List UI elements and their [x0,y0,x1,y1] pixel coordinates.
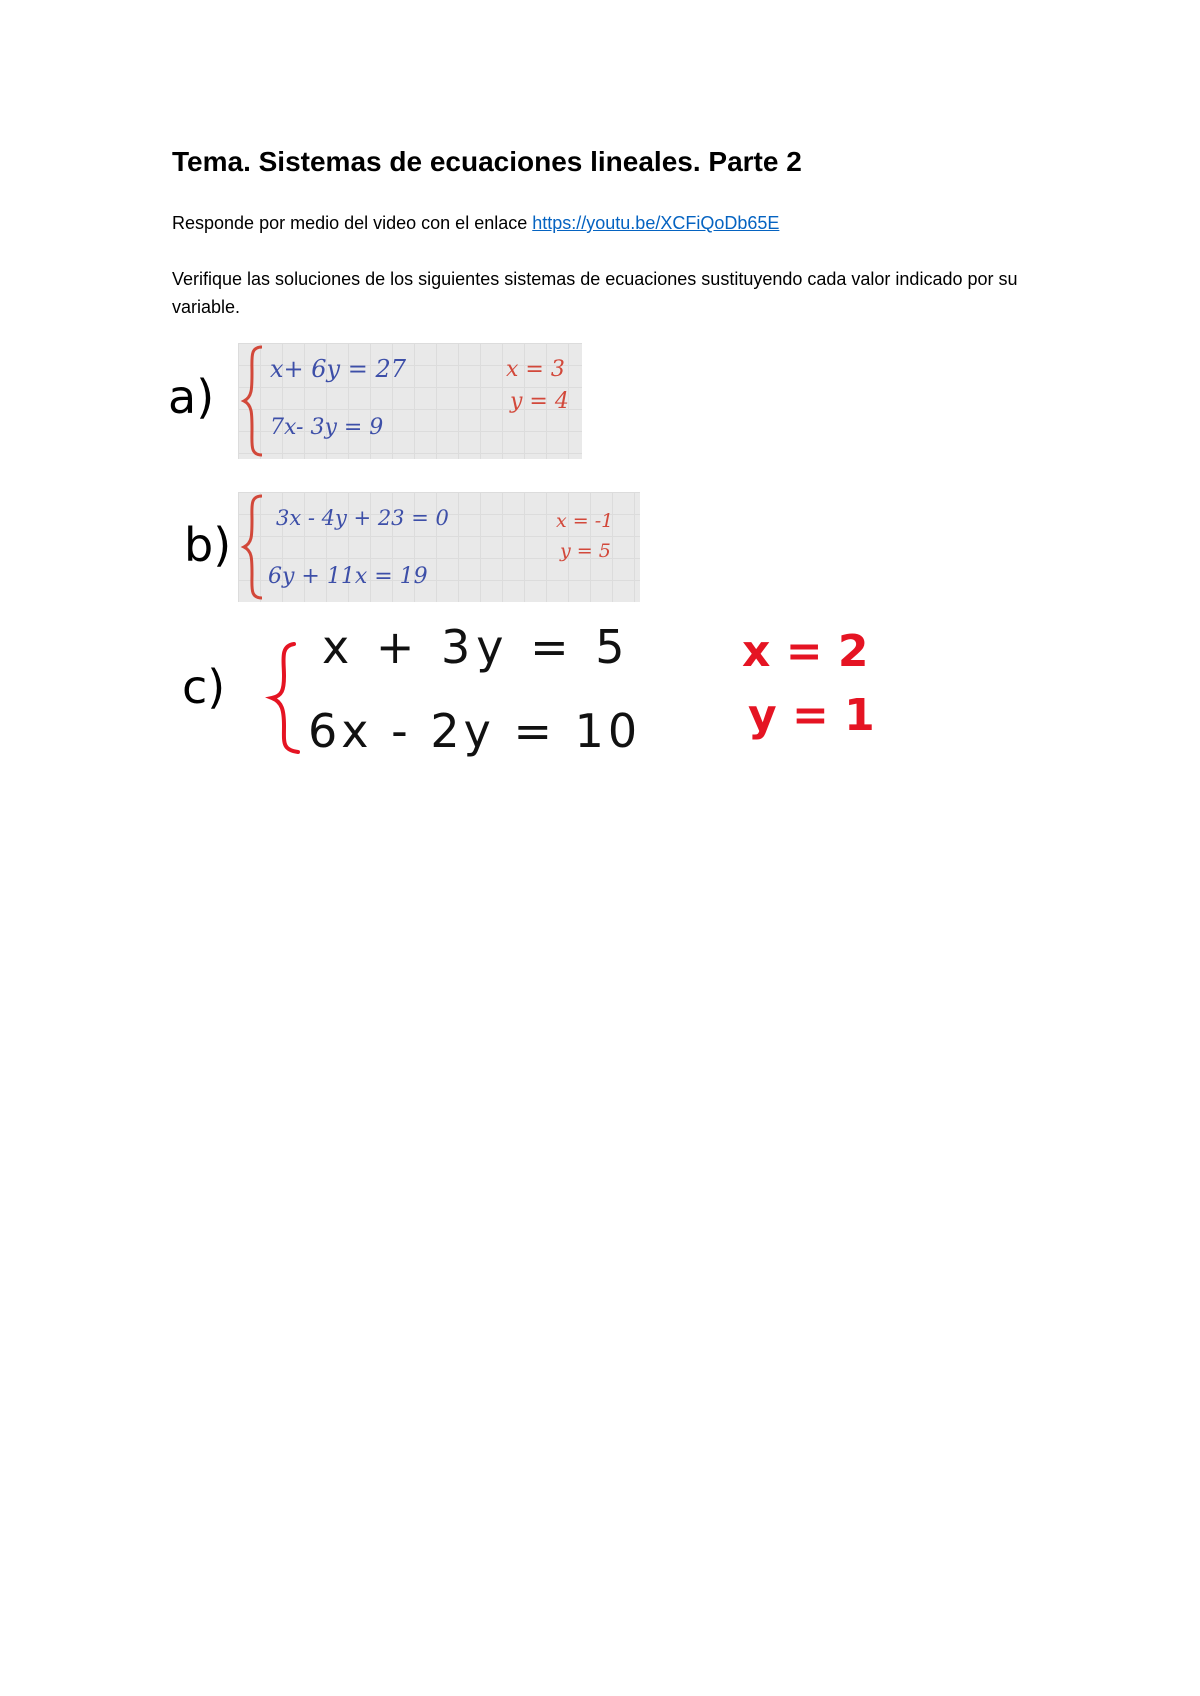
problem-c-solution-2: y = 1 [748,690,875,741]
problem-b-equation-2: 6y + 11x = 19 [268,564,428,589]
left-brace-icon [238,492,268,602]
problem-c-equation-1: x + 3y = 5 [322,620,631,674]
problem-a-image [238,343,582,459]
problem-a-equation-2: 7x- 3y = 9 [270,415,384,440]
problem-c-equation-2: 6x - 2y = 10 [308,704,642,758]
intro-line [172,213,779,234]
problem-a-solution-1: x = 3 [506,357,565,382]
intro-text: Responde por medio del video con el enlace [172,213,533,233]
page-title: Tema. Sistemas de ecuaciones lineales. Parte 2 [172,146,802,177]
problem-c-solution-1: x = 2 [742,626,869,677]
problem-a-label: a) [168,370,215,424]
video-link[interactable]: https://youtu.be/XCFiQoDb65E [532,213,780,233]
problem-b-label: b) [184,518,232,572]
left-brace-icon [264,638,304,758]
problem-a-solution-2: y = 4 [510,389,569,414]
problem-b-solution-1: x = -1 [556,510,614,532]
problem-a-equation-1: x+ 6y = 27 [270,355,407,383]
instructions-paragraph: Verifique las soluciones de los siguientes sistemas de ecuaciones sustituyendo cada valor indicado por su variable. [172,269,1018,317]
left-brace-icon [238,343,268,459]
problem-c-label: c) [182,660,226,714]
problem-b-image [238,492,640,602]
problem-b-equation-1: 3x - 4y + 23 = 0 [276,506,449,530]
problem-b-solution-2: y = 5 [560,540,611,562]
